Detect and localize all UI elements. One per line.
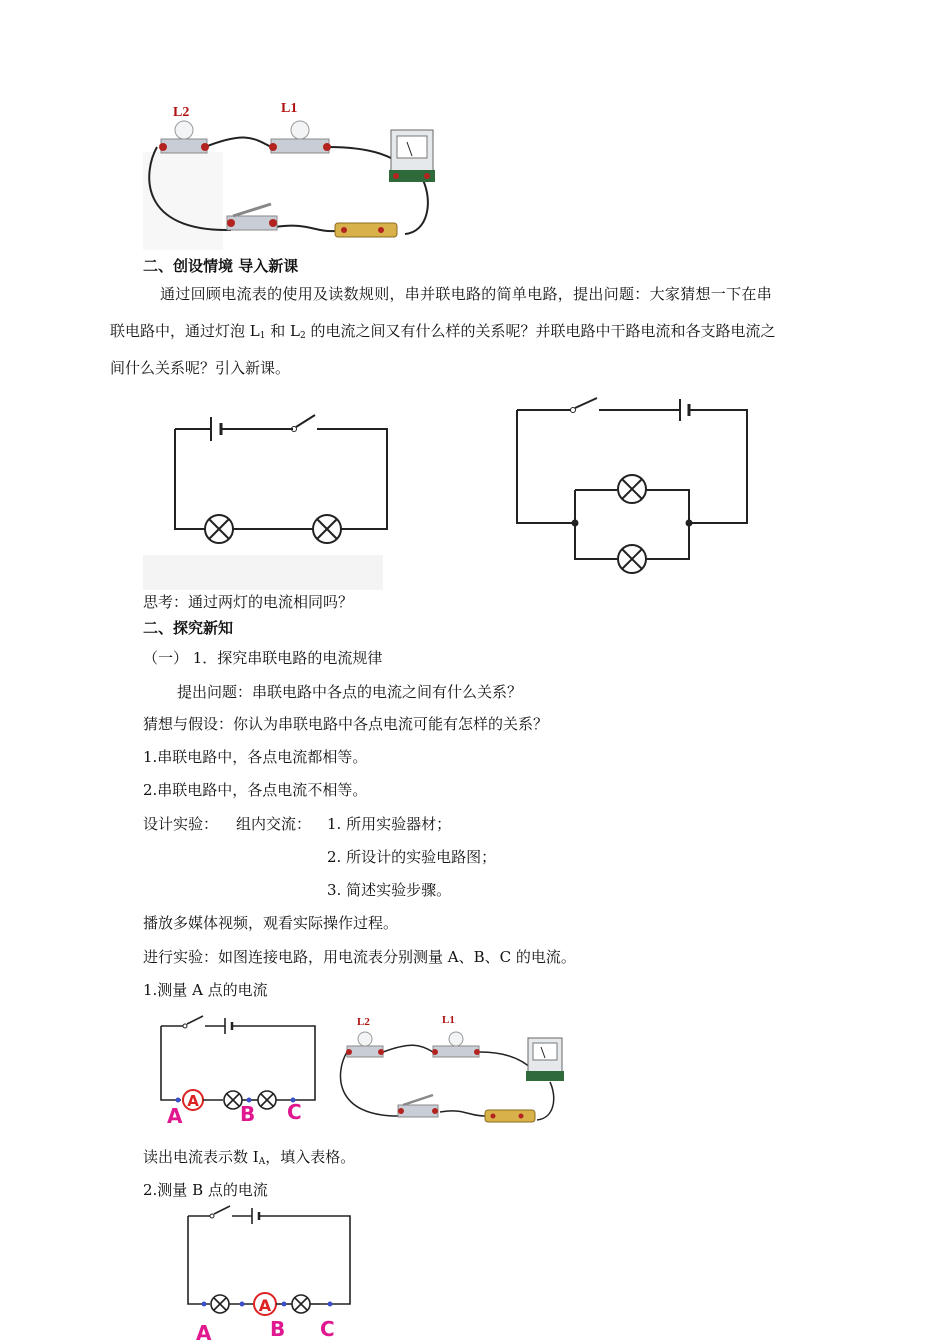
heading-explore: 二、探究新知 (143, 619, 234, 637)
measure-a-heading: 1.测量 A 点的电流 (143, 981, 268, 999)
design-item-3: 3. 简述实验步骤。 (327, 881, 452, 899)
hypothesis: 猜想与假设：你认为串联电路中各点电流可能有怎样的关系？ (143, 715, 549, 733)
l2-label-small: L2 (357, 1016, 370, 1028)
intro-line-2: 联电路中，通过灯泡 $L_1$ 和 $L_2$ 的电流之间又有什么样的关系呢？并联电路中干路电流和各支路电流之 (110, 322, 776, 341)
circuit-measure-a (155, 1012, 325, 1127)
point-c-label: C (287, 1100, 302, 1124)
point-a-label-b: A (196, 1321, 212, 1344)
section-series-current: （一） 1．探究串联电路的电流规律 (143, 649, 383, 667)
design-label: 设计实验： (143, 815, 219, 833)
l2-label: L2 (173, 105, 190, 120)
heading-create-situation: 二、创设情境 导入新课 (143, 257, 299, 275)
apparatus-photo-measure-a (335, 1012, 575, 1130)
ammeter-symbol: A (187, 1092, 199, 1110)
series-circuit-diagram (143, 405, 443, 590)
point-b-label-b: B (270, 1317, 286, 1341)
play-video: 播放多媒体视频，观看实际操作过程。 (143, 914, 399, 932)
measure-b-heading: 2.测量 B 点的电流 (143, 1181, 268, 1199)
circuit-measure-b (180, 1204, 360, 1344)
conduct-experiment: 进行实验：如图连接电路，用电流表分别测量 A、B、C 的电流。 (143, 948, 576, 966)
intro-line-1: 通过回顾电流表的使用及读数规则，串并联电路的简单电路，提出问题：大家猜想一下在串 (160, 285, 773, 303)
l1-label-small: L1 (442, 1014, 455, 1026)
think-question: 思考：通过两灯的电流相同吗？ (143, 593, 354, 611)
read-ammeter-a: 读出电流表示数 $I_A$，填入表格。 (143, 1148, 356, 1167)
parallel-circuit-diagram (505, 395, 765, 575)
design-item-2: 2. 所设计的实验电路图； (327, 848, 497, 866)
point-a-label: A (167, 1104, 183, 1128)
design-item-1: 1. 所用实验器材； (327, 815, 452, 833)
point-b-label: B (240, 1102, 256, 1126)
group-label: 组内交流： (236, 815, 312, 833)
apparatus-photo-top (143, 92, 453, 250)
intro-line-3: 间什么关系呢？引入新课。 (110, 359, 291, 377)
ammeter-symbol-b: A (258, 1296, 272, 1315)
point-c-label-b: C (320, 1317, 335, 1341)
hypothesis-2: 2.串联电路中，各点电流不相等。 (143, 781, 368, 799)
l1-label: L1 (281, 101, 298, 116)
raise-question: 提出问题：串联电路中各点的电流之间有什么关系？ (177, 683, 523, 701)
hypothesis-1: 1.串联电路中，各点电流都相等。 (143, 748, 368, 766)
